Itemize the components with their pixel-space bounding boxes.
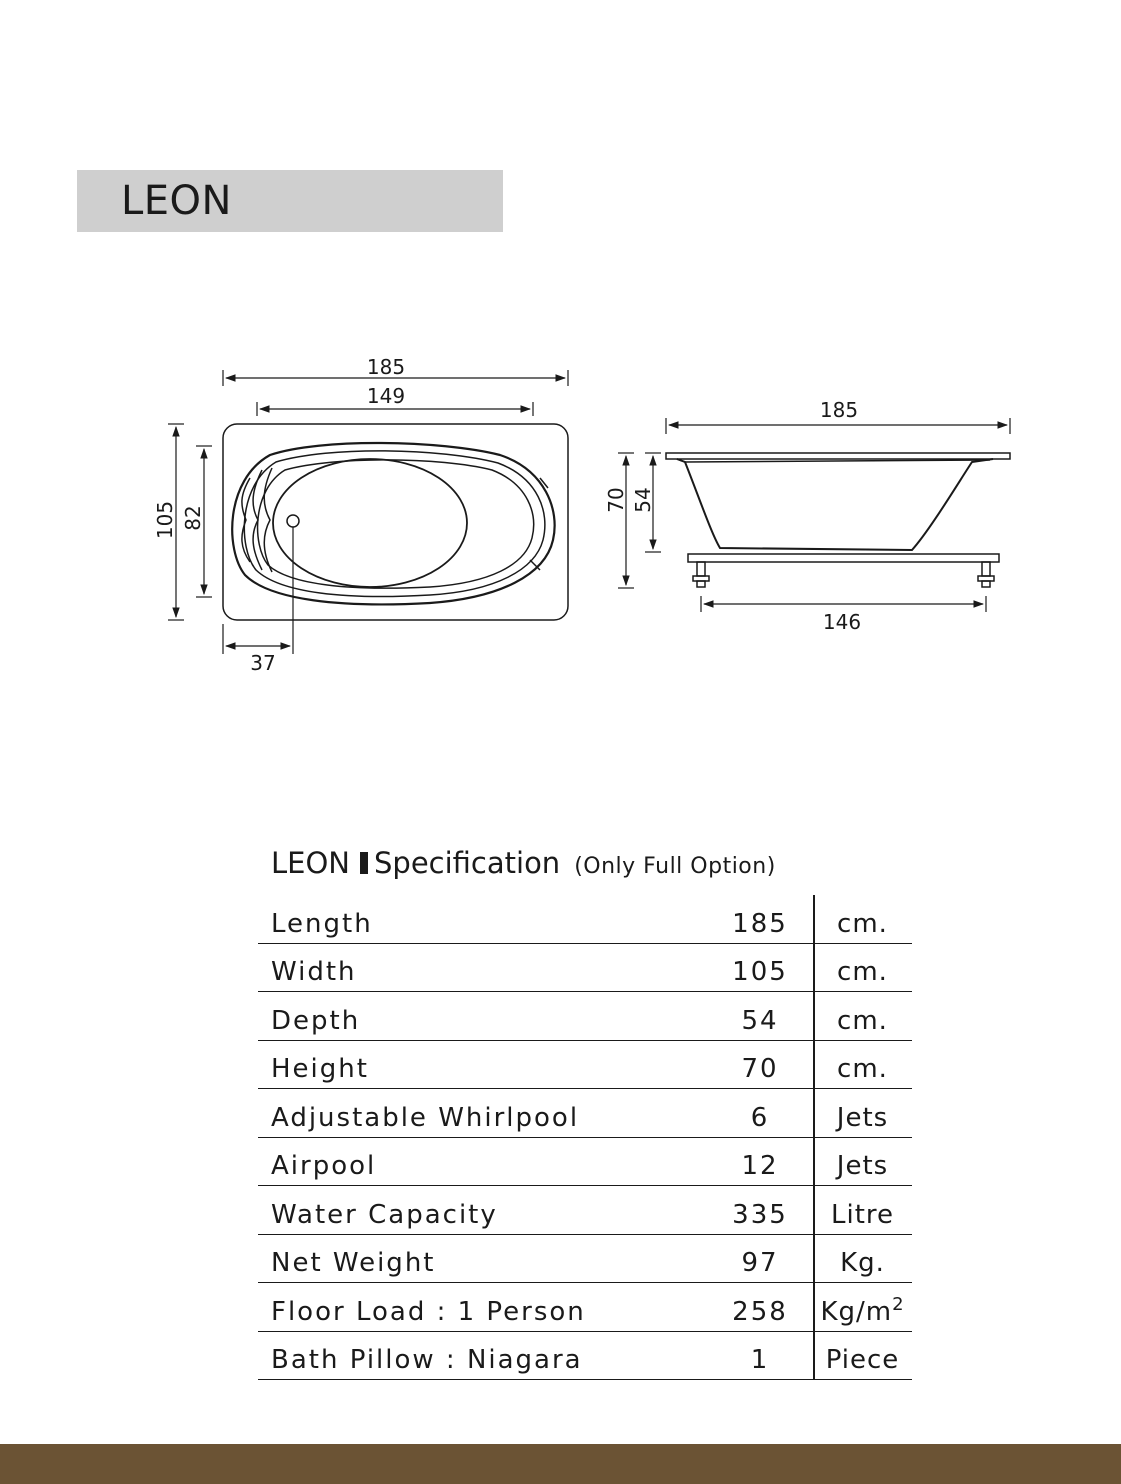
table-row [258,895,912,944]
table-row [258,1235,912,1284]
top-view-dimensions [168,370,568,654]
dim-top-inner-length: 149 [366,384,406,408]
table-row [258,1283,912,1332]
row-label: Adjustable Whirlpool [271,1102,580,1133]
dim-side-base-length: 146 [822,610,862,634]
table-row [258,1138,912,1187]
row-value: 105 [732,957,788,987]
row-value: 258 [732,1296,788,1327]
table-row [258,1332,912,1381]
row-unit: Piece [825,1345,900,1375]
dim-side-height: 70 [604,487,628,513]
row-value: 6 [750,1102,770,1133]
inner-basin [273,459,467,587]
product-title: LEON [121,178,232,224]
table-row [258,1089,912,1138]
row-label: Net Weight [271,1248,436,1278]
spec-heading [271,846,776,880]
row-label: Depth [271,1005,361,1036]
row-label: Airpool [271,1151,377,1181]
row-value: 97 [741,1248,779,1278]
dim-top-overall-length: 185 [366,355,406,379]
dim-drain-offset: 37 [250,651,276,675]
spec-table [258,895,912,1380]
table-row [258,1041,912,1090]
side-rim [666,453,1010,459]
dim-side-depth: 54 [631,487,655,513]
table-row [258,1186,912,1235]
separator-bar [360,852,368,874]
row-value: 12 [741,1151,779,1181]
side-base [688,554,999,562]
dim-top-inner-width: 82 [181,505,205,531]
row-unit [813,1294,912,1327]
spec-product-name: LEON [271,846,350,880]
row-unit: cm. [837,908,888,939]
row-label: Width [271,957,357,987]
row-unit: Litre [830,1199,895,1230]
side-view [666,453,1010,587]
row-value: 54 [741,1005,779,1036]
row-value: 185 [732,908,788,939]
spec-title: Specification [374,846,561,880]
row-unit: Jets [836,1151,889,1181]
row-value: 70 [741,1054,779,1084]
dim-side-overall-length: 185 [819,398,859,422]
row-label: Floor Load : 1 Person [271,1296,586,1327]
table-row [258,944,912,993]
row-unit: cm. [837,957,888,987]
row-value: 335 [732,1199,788,1230]
dim-top-overall-width: 105 [153,500,177,540]
row-label: Length [271,908,373,939]
drain-circle [287,515,299,527]
side-view-dimensions [618,418,1010,612]
table-row [258,992,912,1041]
row-unit: cm. [837,1005,888,1036]
spec-option-note: (Only Full Option) [574,854,776,879]
row-unit: Jets [836,1102,889,1133]
row-value: 1 [750,1345,770,1375]
row-label: Water Capacity [271,1199,498,1230]
top-view [223,424,568,620]
technical-drawing [0,0,1121,720]
footer-band [0,1444,1121,1484]
unit-base: Kg/m [820,1296,893,1327]
unit-superscript: 2 [892,1293,905,1315]
row-label: Bath Pillow : Niagara [271,1345,583,1375]
row-label: Height [271,1054,369,1084]
row-unit: cm. [837,1054,888,1084]
row-unit: Kg. [840,1248,885,1278]
